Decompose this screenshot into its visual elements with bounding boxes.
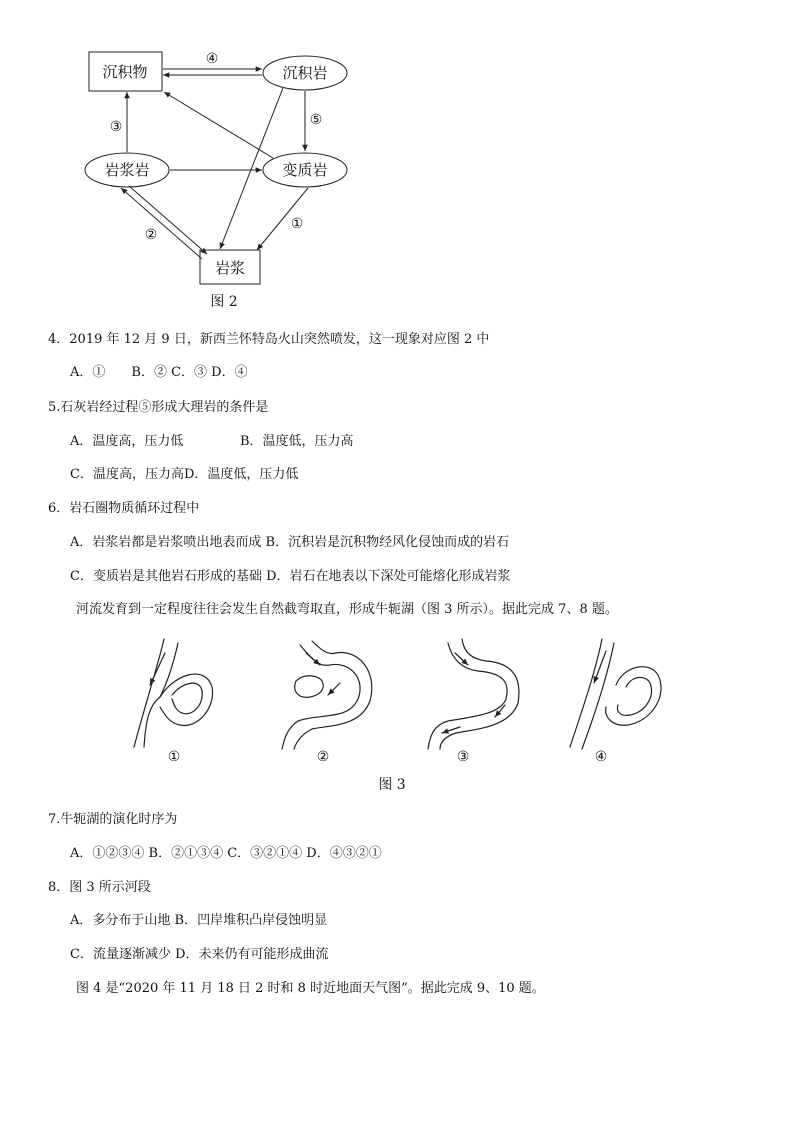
stage-label-2: ② xyxy=(316,749,330,765)
arrow-magma-to-igneous xyxy=(121,188,202,259)
question-5-options-cd: C．温度高，压力高D．温度低，压力低 xyxy=(70,467,299,482)
question-6-options-ab: A．岩浆岩都是岩浆喷出地表而成 B．沉积岩是沉积物经风化侵蚀而成的岩石 xyxy=(70,535,510,550)
label-process-1: ① xyxy=(290,216,304,232)
question-5-stem: 5.石灰岩经过程⑤形成大理岩的条件是 xyxy=(48,400,269,415)
label-process-3: ③ xyxy=(109,119,123,135)
stage-label-4: ④ xyxy=(594,749,608,765)
rock-cycle-diagram xyxy=(0,0,794,320)
node-metamorphic-rock: 变质岩 xyxy=(282,161,328,179)
node-sediment: 沉积物 xyxy=(102,63,148,81)
figure3-caption: 图 3 xyxy=(378,777,406,793)
intro-questions-9-10: 图 4 是“2020 年 11 月 18 日 2 时和 8 时近地面天气图”。据此完成 9、10 题。 xyxy=(76,981,545,996)
question-7-options: A．①②③④ B．②①③④ C．③②①④ D．④③②① xyxy=(70,846,382,861)
label-process-5: ⑤ xyxy=(309,112,323,128)
stage-label-1: ① xyxy=(167,749,181,765)
node-magma: 岩浆 xyxy=(214,259,246,277)
question-6-stem: 6．岩石圈物质循环过程中 xyxy=(48,501,200,516)
oxbow-lake-figure xyxy=(0,625,794,800)
question-8-options-ab: A．多分布于山地 B．凹岸堆积凸岸侵蚀明显 xyxy=(70,913,328,928)
arrow-metamorphic-to-sediment xyxy=(164,92,273,158)
figure2-caption: 图 2 xyxy=(210,294,238,310)
question-8-stem: 8．图 3 所示河段 xyxy=(48,880,151,895)
river-stage-4 xyxy=(570,639,661,749)
label-process-2: ② xyxy=(144,227,158,243)
question-4-stem: 4．2019 年 12 月 9 日，新西兰怀特岛火山突然喷发，这一现象对应图 2 中 xyxy=(48,332,490,347)
node-sedimentary-rock: 沉积岩 xyxy=(282,64,328,82)
question-5-option-a: A．温度高，压力低 xyxy=(70,434,184,449)
arrow-igneous-to-magma xyxy=(129,186,207,254)
river-stage-3 xyxy=(428,639,519,749)
question-8-options-cd: C．流量逐渐减少 D．未来仍有可能形成曲流 xyxy=(70,947,329,962)
question-5-option-b: B．温度低，压力高 xyxy=(240,434,354,449)
river-stage-2 xyxy=(282,641,372,749)
question-6-options-cd: C．变质岩是其他岩石形成的基础 D．岩石在地表以下深处可能熔化形成岩浆 xyxy=(70,569,511,584)
question-4-options: A．① B．② C．③ D．④ xyxy=(70,365,248,380)
label-process-4: ④ xyxy=(205,51,219,67)
question-7-stem: 7.牛轭湖的演化时序为 xyxy=(48,812,178,827)
node-igneous-rock: 岩浆岩 xyxy=(104,161,150,179)
stage-label-3: ③ xyxy=(456,749,470,765)
intro-questions-7-8: 河流发育到一定程度往往会发生自然截弯取直，形成牛轭湖（图 3 所示）。据此完成 7、8 题。 xyxy=(76,602,618,617)
river-stage-1 xyxy=(134,639,213,747)
